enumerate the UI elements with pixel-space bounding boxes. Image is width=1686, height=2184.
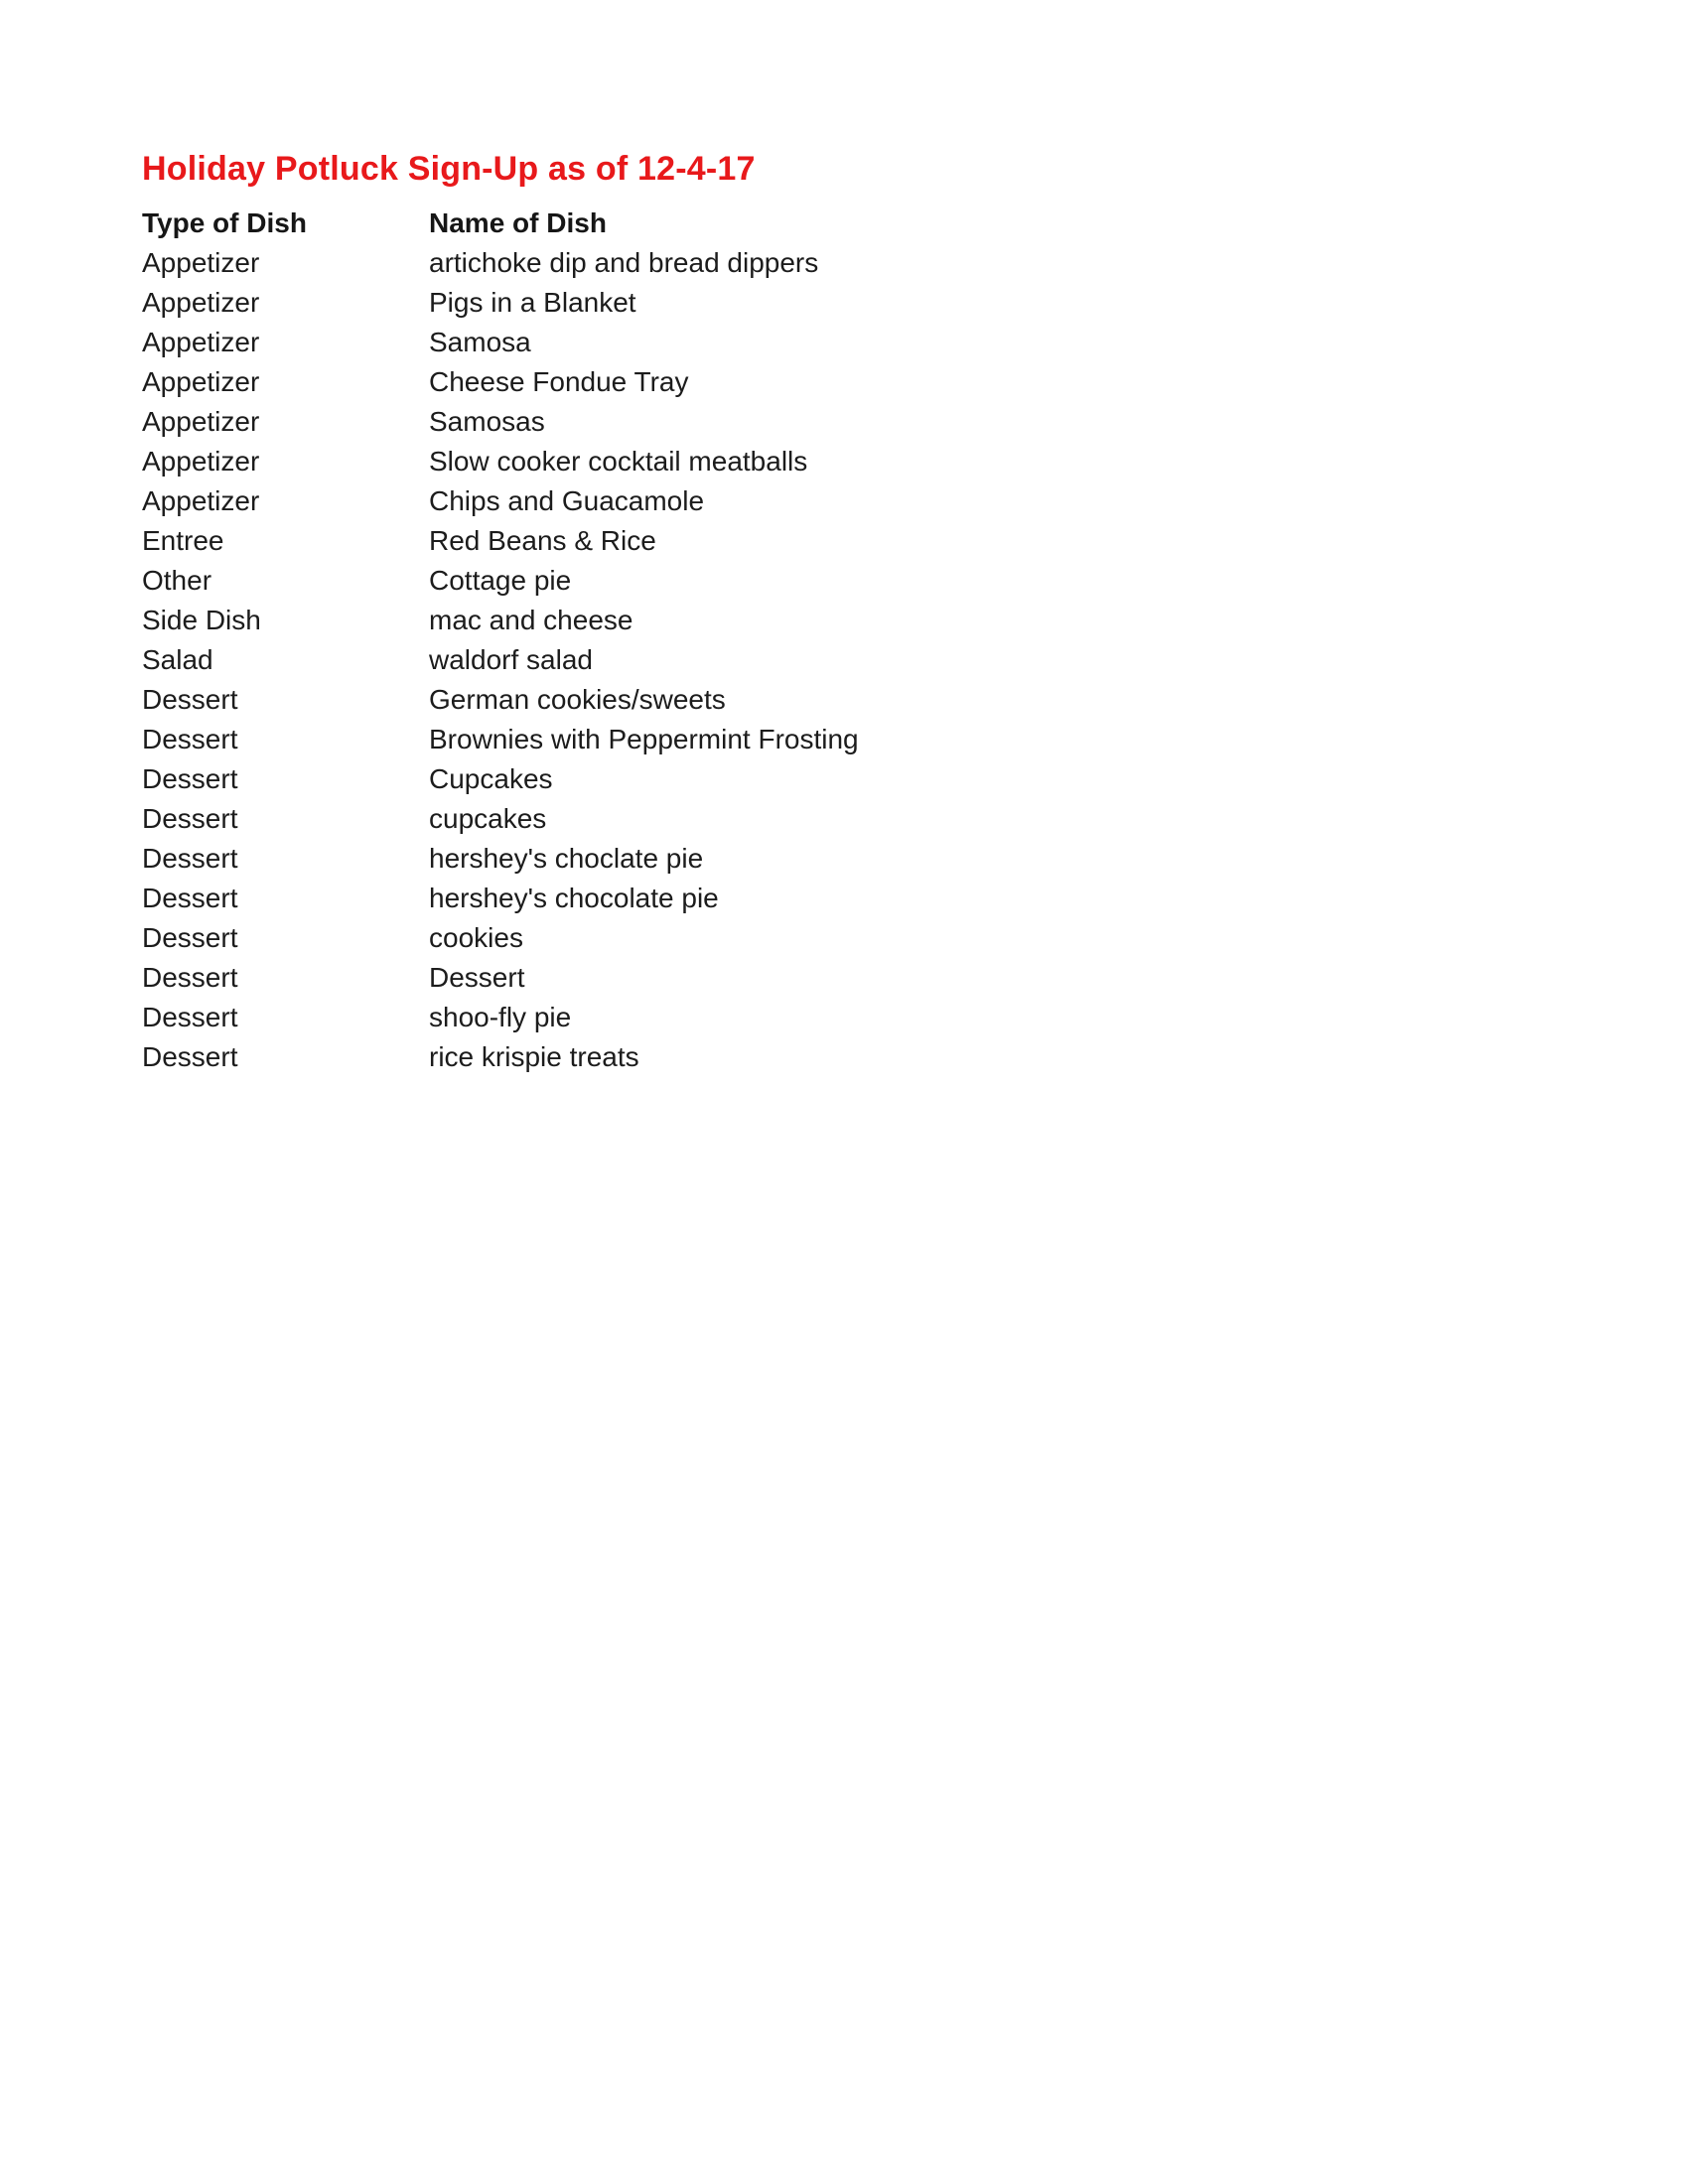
table-cell-name: Pigs in a Blanket xyxy=(429,286,636,318)
table-cell-type: Other xyxy=(142,564,212,596)
table-cell-type: Dessert xyxy=(142,921,238,953)
dish-table xyxy=(142,204,1686,1077)
table-cell-name: German cookies/sweets xyxy=(429,683,726,715)
table-cell-type: Appetizer xyxy=(142,405,260,437)
table-cell-name: mac and cheese xyxy=(429,604,633,635)
table-cell-name: Brownies with Peppermint Frosting xyxy=(429,723,859,754)
table-cell-name: rice krispie treats xyxy=(429,1040,639,1072)
table-cell-type: Dessert xyxy=(142,723,238,754)
table-cell-type: Dessert xyxy=(142,961,238,993)
table-cell-name: cupcakes xyxy=(429,802,547,834)
table-cell-name: Red Beans & Rice xyxy=(429,524,656,556)
table-cell-type: Dessert xyxy=(142,802,238,834)
table-cell-type: Appetizer xyxy=(142,246,260,278)
table-cell-name: Samosa xyxy=(429,326,531,357)
table-cell-type: Salad xyxy=(142,643,213,675)
table-cell-type: Appetizer xyxy=(142,326,260,357)
table-cell-name: waldorf salad xyxy=(429,643,593,675)
table-cell-name: artichoke dip and bread dippers xyxy=(429,246,819,278)
table-cell-type: Dessert xyxy=(142,882,238,913)
table-cell-type: Dessert xyxy=(142,1001,238,1032)
table-cell-name: shoo-fly pie xyxy=(429,1001,572,1032)
table-cell-name: Cheese Fondue Tray xyxy=(429,365,689,397)
table-cell-type: Appetizer xyxy=(142,286,260,318)
table-cell-name: Dessert xyxy=(429,961,525,993)
table-cell-name: Samosas xyxy=(429,405,545,437)
table-cell-name: Cupcakes xyxy=(429,762,553,794)
table-cell-type: Side Dish xyxy=(142,604,261,635)
table-cell-type: Appetizer xyxy=(142,365,260,397)
table-cell-type: Dessert xyxy=(142,762,238,794)
column-header-name: Name of Dish xyxy=(429,206,607,238)
table-cell-name: Slow cooker cocktail meatballs xyxy=(429,445,808,477)
table-cell-name: cookies xyxy=(429,921,523,953)
table-cell-type: Appetizer xyxy=(142,484,260,516)
table-cell-name: hershey's chocolate pie xyxy=(429,882,719,913)
table-cell-name: Chips and Guacamole xyxy=(429,484,705,516)
page-title: Holiday Potluck Sign-Up as of 12-4-17 xyxy=(142,150,756,188)
table-cell-name: hershey's choclate pie xyxy=(429,842,704,874)
table-cell-name: Cottage pie xyxy=(429,564,572,596)
table-cell-type: Dessert xyxy=(142,842,238,874)
table-cell-type: Appetizer xyxy=(142,445,260,477)
column-header-type: Type of Dish xyxy=(142,206,307,238)
table-cell-type: Dessert xyxy=(142,1040,238,1072)
table-cell-type: Entree xyxy=(142,524,224,556)
table-cell-type: Dessert xyxy=(142,683,238,715)
